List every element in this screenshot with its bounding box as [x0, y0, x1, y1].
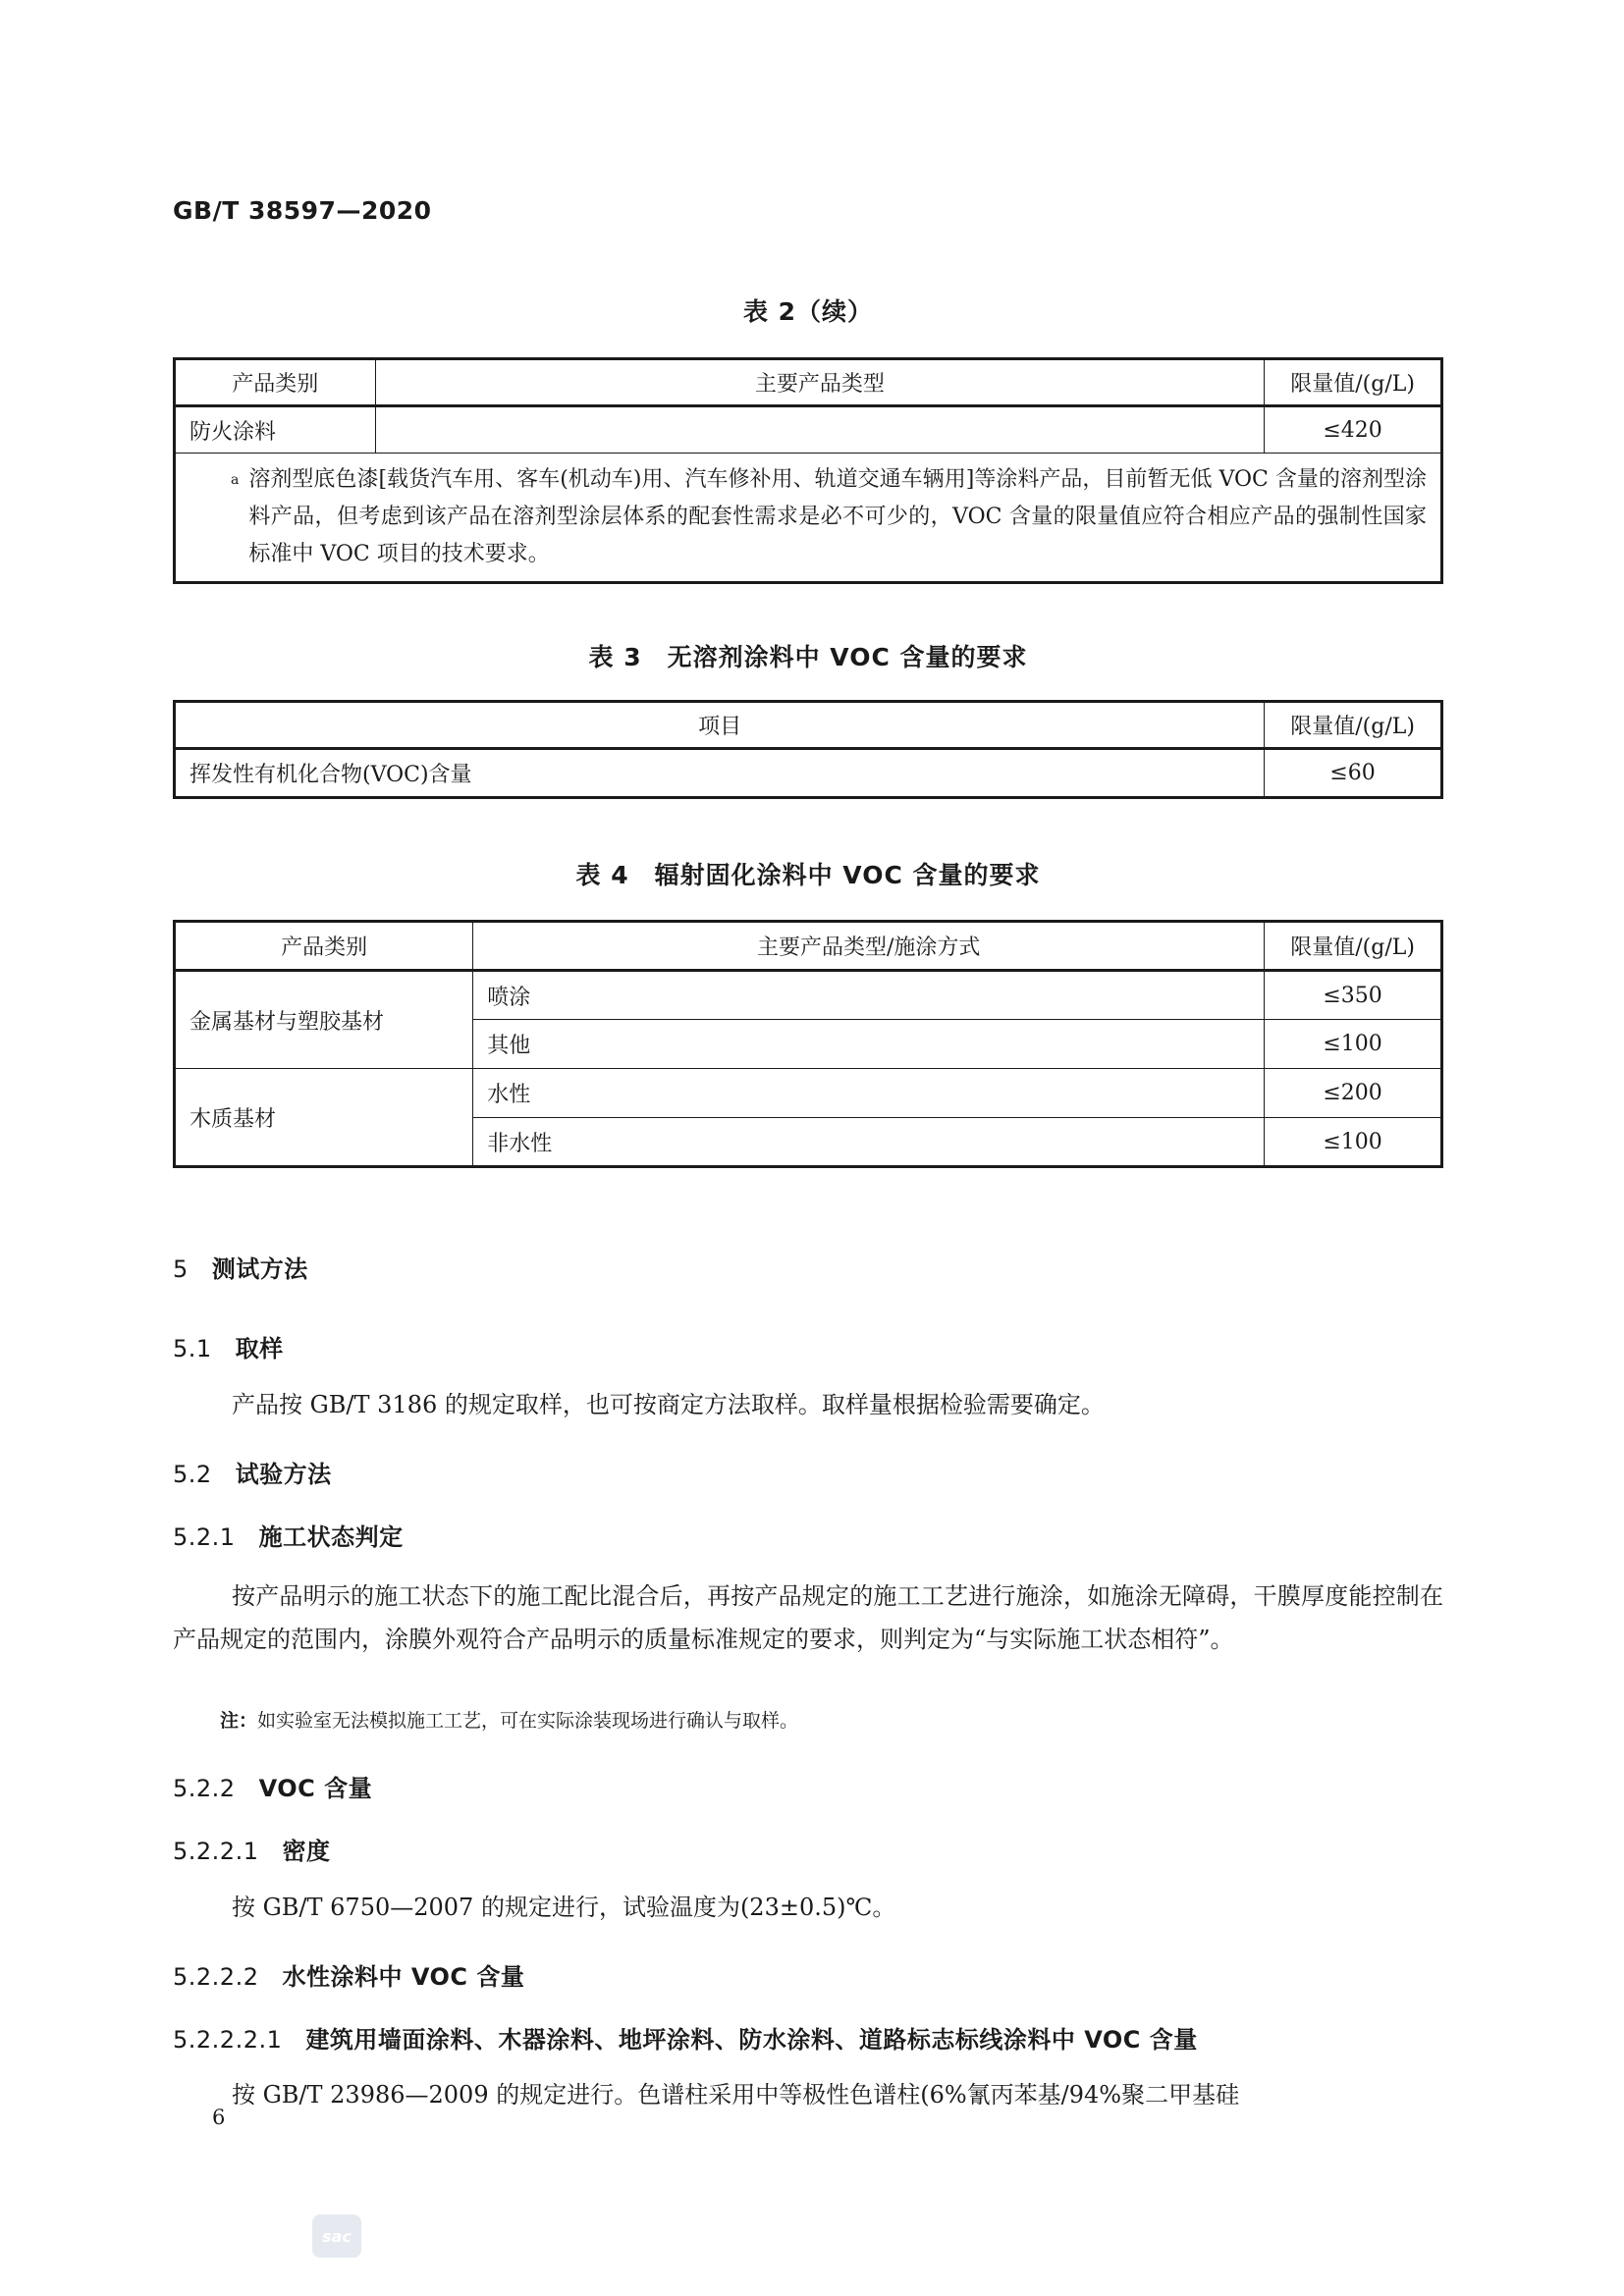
paragraph-5-2-2-1: 按 GB/T 6750—2007 的规定进行，试验温度为(23±0.5)℃。 — [232, 1894, 896, 1921]
table3-header-item: 项目 — [175, 702, 1265, 749]
table3-header-row — [175, 702, 1442, 749]
footnote-text: 溶剂型底色漆[载货汽车用、客车(机动车)用、汽车修补用、轨道交通车辆用]等涂料产品，目前暂无低 VOC 含量的溶剂型涂料产品，但考虑到该产品在溶剂型涂层体系的配套性需求是必不可少的，VOC 含量的限量值应符合相应产品的强制性国家标准中 VOC 项目的技术要求。 — [248, 467, 1427, 566]
table2-header-limit: 限量值/(g/L) — [1265, 359, 1442, 406]
paragraph-5-2-2-2-1: 按 GB/T 23986—2009 的规定进行。色谱柱采用中等极性色谱柱(6%氰丙苯基/94%聚二甲基硅 — [232, 2081, 1240, 2109]
standard-number: GB/T 38597—2020 — [173, 196, 432, 225]
section-number: 5.2.2.1 — [173, 1838, 259, 1865]
section-title: VOC 含量 — [258, 1775, 373, 1802]
section-5-2-2-2-heading — [173, 1957, 524, 1992]
section-5-2-2-2-1-heading — [173, 2020, 1198, 2055]
section-5-2-heading — [173, 1455, 332, 1489]
section-5-2-2-heading — [173, 1769, 372, 1803]
section-number: 5.2.2.2.1 — [173, 2026, 283, 2054]
section-title: 试验方法 — [235, 1461, 332, 1488]
table3-cell-item: 挥发性有机化合物(VOC)含量 — [175, 749, 1265, 798]
section-title: 施工状态判定 — [258, 1523, 404, 1551]
table3-header-limit: 限量值/(g/L) — [1265, 702, 1442, 749]
table4-header-row — [175, 922, 1442, 971]
table2-cell-type — [375, 406, 1265, 454]
table4-header-limit: 限量值/(g/L) — [1265, 922, 1442, 971]
table2-header-category: 产品类别 — [175, 359, 376, 406]
table4 — [173, 920, 1443, 1168]
table4-cell-limit: ≤350 — [1265, 971, 1442, 1020]
table2 — [173, 357, 1443, 584]
table2-footnote-row — [175, 454, 1442, 583]
table4-cell-limit: ≤100 — [1265, 1020, 1442, 1069]
table-row — [175, 749, 1442, 798]
table3-title: 表 3 无溶剂涂料中 VOC 含量的要求 — [588, 643, 1028, 671]
section-5-heading — [173, 1250, 308, 1284]
table4-cell-type: 水性 — [473, 1069, 1265, 1118]
table4-cell-category: 金属基材与塑胶基材 — [175, 971, 473, 1069]
section-5-1-heading — [173, 1329, 284, 1363]
table-row — [175, 1069, 1442, 1118]
sac-logo: sac — [312, 2215, 361, 2258]
table-row — [175, 406, 1442, 454]
footnote-mark: a — [231, 472, 240, 488]
section-number: 5.2 — [173, 1461, 212, 1488]
table2-cell-limit: ≤420 — [1265, 406, 1442, 454]
table2-header-row — [175, 359, 1442, 406]
table2-title: 表 2（续） — [742, 297, 874, 326]
table4-cell-limit: ≤200 — [1265, 1069, 1442, 1118]
table4-title: 表 4 辐射固化涂料中 VOC 含量的要求 — [575, 861, 1041, 889]
paragraph-5-2-1: 按产品明示的施工状态下的施工配比混合后，再按产品规定的施工工艺进行施涂，如施涂无障碍，干膜厚度能控制在产品规定的范围内，涂膜外观符合产品明示的质量标准规定的要求，则判定为“与实际施工状态相符”。 — [173, 1582, 1443, 1653]
section-5-2-2-1-heading — [173, 1832, 330, 1866]
section-number: 5.2.2.2 — [173, 1963, 259, 1991]
table4-cell-category: 木质基材 — [175, 1069, 473, 1167]
section-number: 5.1 — [173, 1335, 212, 1362]
section-title: 密度 — [282, 1838, 331, 1865]
table4-cell-type: 非水性 — [473, 1118, 1265, 1167]
table3-cell-limit: ≤60 — [1265, 749, 1442, 798]
table3 — [173, 700, 1443, 799]
table2-footnote — [175, 454, 1442, 583]
table4-cell-type: 喷涂 — [473, 971, 1265, 1020]
table2-header-type: 主要产品类型 — [375, 359, 1265, 406]
note-text: 如实验室无法模拟施工工艺，可在实际涂装现场进行确认与取样。 — [257, 1710, 799, 1732]
page-number: 6 — [212, 2106, 226, 2129]
section-number: 5.2.2 — [173, 1775, 236, 1802]
section-title: 水性涂料中 VOC 含量 — [282, 1963, 525, 1991]
table4-header-category: 产品类别 — [175, 922, 473, 971]
table4-cell-limit: ≤100 — [1265, 1118, 1442, 1167]
table4-cell-type: 其他 — [473, 1020, 1265, 1069]
section-title: 测试方法 — [211, 1255, 308, 1283]
section-number: 5.2.1 — [173, 1523, 236, 1551]
section-5-2-1-heading — [173, 1518, 404, 1552]
note-label: 注： — [220, 1710, 258, 1732]
section-title: 取样 — [235, 1335, 284, 1362]
table-row — [175, 971, 1442, 1020]
table4-header-type: 主要产品类型/施涂方式 — [473, 922, 1265, 971]
table2-cell-category: 防火涂料 — [175, 406, 376, 454]
paragraph-5-1: 产品按 GB/T 3186 的规定取样，也可按商定方法取样。取样量根据检验需要确定。 — [232, 1391, 1105, 1418]
section-number: 5 — [173, 1255, 189, 1283]
note — [220, 1706, 1443, 1735]
section-title: 建筑用墙面涂料、木器涂料、地坪涂料、防水涂料、道路标志标线涂料中 VOC 含量 — [305, 2026, 1198, 2054]
